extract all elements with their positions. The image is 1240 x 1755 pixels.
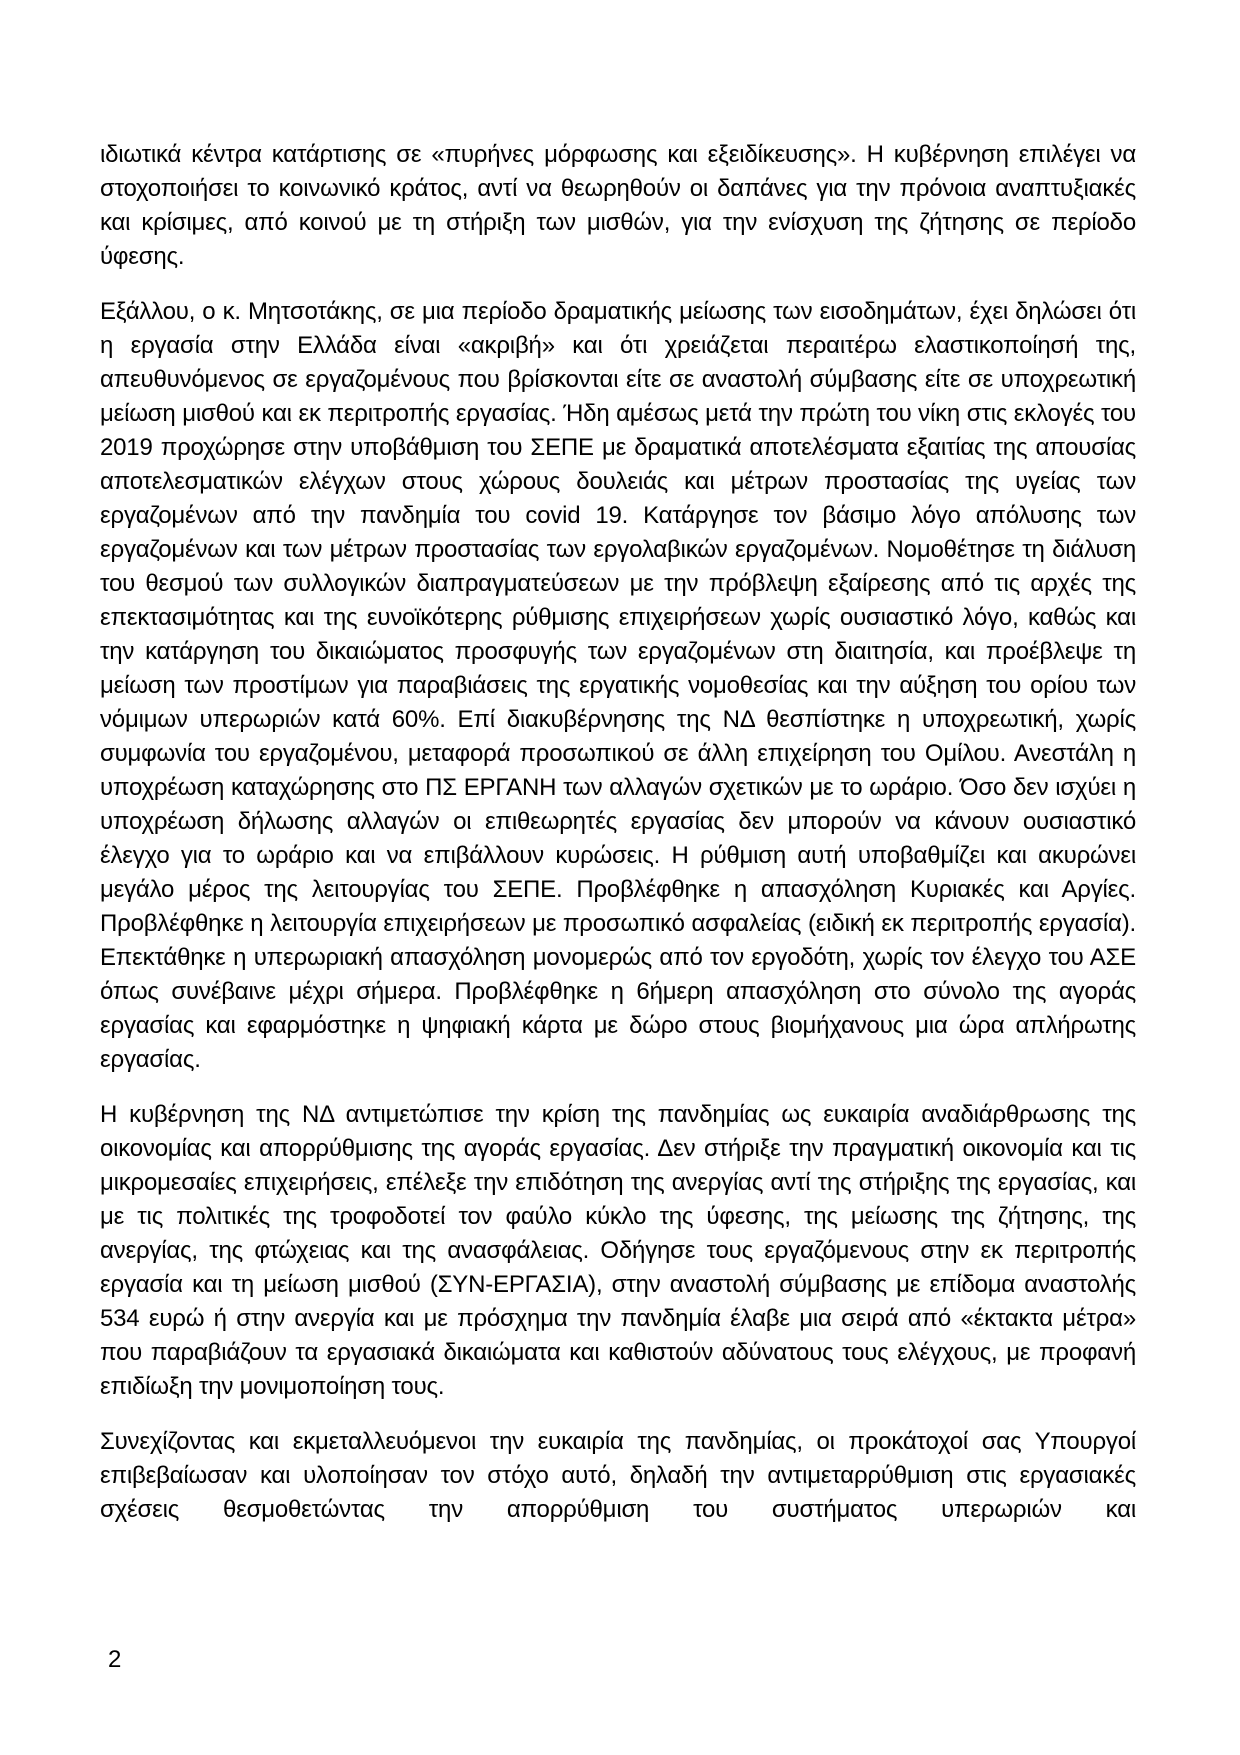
page-body	[100, 138, 1136, 1548]
paragraph-2: Εξάλλου, ο κ. Μητσοτάκης, σε μια περίοδο δραματικής μείωσης των εισοδημάτων, έχει δηλώσει ότι η εργασία στην Ελλάδα είναι «ακριβή» και ότι χρειάζεται περαιτέρω ελαστικοποίησή της, απευθυνόμενος σε εργαζομένους που βρίσκονται είτε σε αναστολή σύμβασης είτε σε υποχρεωτική μείωση μισθού και εκ περιτροπής εργασίας. Ήδη αμέσως μετά την πρώτη του νίκη στις εκλογές του 2019 προχώρησε στην υποβάθμιση του ΣΕΠΕ με δραματικά αποτελέσματα εξαιτίας της απουσίας αποτελεσματικών ελέγχων στους χώρους δουλειάς και μέτρων προστασίας της υγείας των εργαζομένων από την πανδημία του covid 19. Κατάργησε τον βάσιμο λόγο απόλυσης των εργαζομένων και των μέτρων προστασίας των εργολαβικών εργαζομένων. Νομοθέτησε τη διάλυση του θεσμού των συλλογικών διαπραγματεύσεων με την πρόβλεψη εξαίρεσης από τις αρχές της επεκτασιμότητας και της ευνοϊκότερης ρύθμισης επιχειρήσεων χωρίς ουσιαστικό λόγο, καθώς και την κατάργηση του δικαιώματος προσφυγής των εργαζομένων στη διαιτησία, και προέβλεψε τη μείωση των προστίμων για παραβιάσεις της εργατικής νομοθεσίας και την αύξηση του ορίου των νόμιμων υπερωριών κατά 60%. Επί διακυβέρνησης της ΝΔ θεσπίστηκε η υποχρεωτική, χωρίς συμφωνία του εργαζομένου, μεταφορά προσωπικού σε άλλη επιχείρηση του Ομίλου. Ανεστάλη η υποχρέωση καταχώρησης στο ΠΣ ΕΡΓΑΝΗ των αλλαγών σχετικών με το ωράριο. Όσο δεν ισχύει η υποχρέωση δήλωσης αλλαγών οι επιθεωρητές εργασίας δεν μπορούν να κάνουν ουσιαστικό έλεγχο για το ωράριο και να επιβάλλουν κυρώσεις. Η ρύθμιση αυτή υποβαθμίζει και ακυρώνει μεγάλο μέρος της λειτουργίας του ΣΕΠΕ. Προβλέφθηκε η απασχόληση Κυριακές και Αργίες. Προβλέφθηκε η λειτουργία επιχειρήσεων με προσωπικό ασφαλείας (ειδική εκ περιτροπής εργασία). Επεκτάθηκε η υπερωριακή απασχόληση μονομερώς από τον εργοδότη, χωρίς τον έλεγχο του ΑΣΕ όπως συνέβαινε μέχρι σήμερα. Προβλέφθηκε η 6ήμερη απασχόληση στο σύνολο της αγοράς εργασίας και εφαρμόστηκε η ψηφιακή κάρτα με δώρο στους βιομήχανους μια ώρα απλήρωτης εργασίας.	[100, 298, 1136, 1073]
page-number: 2	[108, 1646, 122, 1673]
paragraph-4: Συνεχίζοντας και εκμεταλλευόμενοι την ευκαιρία της πανδημίας, οι προκάτοχοί σας Υπουργοί επιβεβαίωσαν και υλοποίησαν τον στόχο αυτό, δηλαδή την αντιμεταρρύθμιση στις εργασιακές σχέσεις θεσμοθετώντας την απορρύθμιση του συστήματος υπερωριών και	[100, 1428, 1136, 1523]
paragraph-3: Η κυβέρνηση της ΝΔ αντιμετώπισε την κρίση της πανδημίας ως ευκαιρία αναδιάρθρωσης της οικονομίας και απορρύθμισης της αγοράς εργασίας. Δεν στήριξε την πραγματική οικονομία και τις μικρομεσαίες επιχειρήσεις, επέλεξε την επιδότηση της ανεργίας αντί της στήριξης της εργασίας, και με τις πολιτικές της τροφοδοτεί τον φαύλο κύκλο της ύφεσης, της μείωσης της ζήτησης, της ανεργίας, της φτώχειας και της ανασφάλειας. Οδήγησε τους εργαζόμενους στην εκ περιτροπής εργασία και τη μείωση μισθού (ΣΥΝ-ΕΡΓΑΣΙΑ), στην αναστολή σύμβασης με επίδομα αναστολής 534 ευρώ ή στην ανεργία και με πρόσχημα την πανδημία έλαβε μια σειρά από «έκτακτα μέτρα» που παραβιάζουν τα εργασιακά δικαιώματα και καθιστούν αδύνατους τους ελέγχους, με προφανή επιδίωξη την μονιμοποίηση τους.	[100, 1101, 1136, 1400]
paragraph-1: ιδιωτικά κέντρα κατάρτισης σε «πυρήνες μόρφωσης και εξειδίκευσης». Η κυβέρνηση επιλέγει να στοχοποιήσει το κοινωνικό κράτος, αντί να θεωρηθούν οι δαπάνες για την πρόνοια αναπτυξιακές και κρίσιμες, από κοινού με τη στήριξη των μισθών, για την ενίσχυση της ζήτησης σε περίοδο ύφεσης.	[100, 141, 1136, 270]
